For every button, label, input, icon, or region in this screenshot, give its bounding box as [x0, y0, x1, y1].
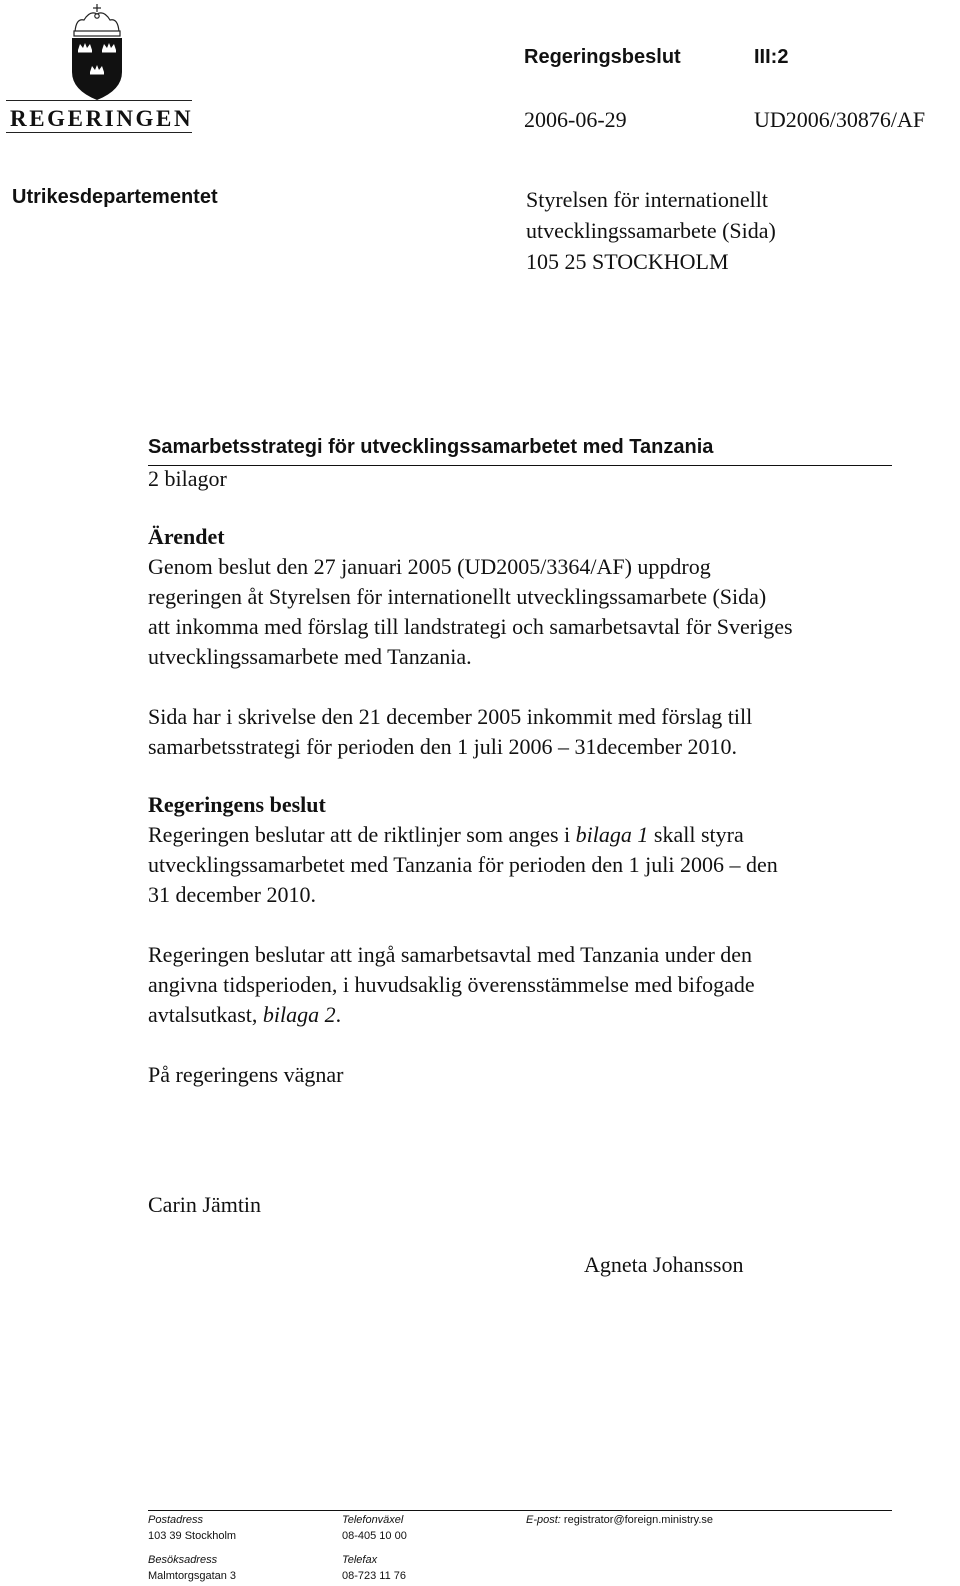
recipient-address — [526, 184, 776, 277]
body-line: Regeringen beslutar att ingå samarbetsavtal med Tanzania under den — [148, 942, 753, 967]
recipient-line-2: utvecklingssamarbete (Sida) — [526, 218, 776, 243]
recipient-line-1: Styrelsen för internationellt — [526, 187, 768, 212]
body-text: avtalsutkast, — [148, 1002, 263, 1027]
section-arendet — [148, 522, 908, 762]
body-text: Regeringen beslutar att de riktlinjer som anges i — [148, 822, 576, 847]
footer-phone-label: Telefonväxel — [342, 1514, 404, 1526]
footer-fax-label: Telefax — [342, 1554, 378, 1566]
document-reference: UD2006/30876/AF — [754, 107, 926, 132]
footer-email-label: E-post: — [526, 1514, 561, 1526]
body-line: angivna tidsperioden, i huvudsaklig överensstämmelse med bifogade — [148, 972, 755, 997]
footer-rule — [148, 1510, 892, 1511]
footer-postal-label: Postadress — [148, 1514, 204, 1526]
section-regeringens-beslut — [148, 790, 908, 1090]
footer-email — [526, 1514, 713, 1526]
attachment-reference: bilaga 2 — [262, 1002, 336, 1027]
closing-line: På regeringens vägnar — [148, 1062, 344, 1087]
document-date: 2006-06-29 — [524, 107, 627, 132]
attachments-count: 2 bilagor — [148, 466, 227, 491]
body-text: skall styra — [648, 822, 744, 847]
body-line: Genom beslut den 27 januari 2005 (UD2005/3364/AF) uppdrog — [148, 554, 711, 579]
footer-visit-label: Besöksadress — [148, 1554, 218, 1566]
body-line — [148, 1000, 908, 1030]
government-logo — [4, 2, 194, 132]
footer-postal-value: 103 39 Stockholm — [148, 1530, 237, 1542]
body-line: att inkomma med förslag till landstrategi och samarbetsavtal för Sveriges — [148, 614, 793, 639]
footer-visit-value: Malmtorgsgatan 3 — [148, 1570, 237, 1582]
document-number: III:2 — [754, 46, 789, 68]
section-heading: Regeringens beslut — [148, 792, 326, 817]
logo-top-rule — [6, 100, 192, 101]
recipient-line-3: 105 25 STOCKHOLM — [526, 249, 729, 274]
document-type: Regeringsbeslut — [524, 46, 681, 68]
footer-phone-value: 08-405 10 00 — [342, 1530, 407, 1542]
body-line: utvecklingssamarbetet med Tanzania för perioden den 1 juli 2006 – den — [148, 852, 778, 877]
body-line: samarbetsstrategi för perioden den 1 juli 2006 – 31december 2010. — [148, 734, 737, 759]
attachment-reference: bilaga 1 — [575, 822, 649, 847]
body-line: regeringen åt Styrelsen för internationellt utvecklingssamarbete (Sida) — [148, 584, 767, 609]
section-heading: Ärendet — [148, 524, 225, 549]
logo-wordmark: REGERINGEN — [10, 106, 194, 131]
body-line: utvecklingssamarbete med Tanzania. — [148, 644, 472, 669]
body-line — [148, 820, 908, 850]
logo-bottom-rule — [6, 132, 192, 133]
footer-fax-value: 08-723 11 76 — [342, 1570, 407, 1582]
department-name: Utrikesdepartementet — [12, 186, 218, 208]
body-line: Sida har i skrivelse den 21 december 2005 inkommit med förslag till — [148, 704, 753, 729]
body-text: . — [335, 1002, 342, 1027]
body-line: 31 december 2010. — [148, 882, 316, 907]
footer-email-link[interactable]: registrator@foreign.ministry.se — [563, 1514, 714, 1526]
signatory-1: Carin Jämtin — [148, 1192, 262, 1217]
subject-heading: Samarbetsstrategi för utvecklingssamarbetet med Tanzania — [148, 436, 714, 458]
signatory-2: Agneta Johansson — [584, 1252, 744, 1277]
subject-rule — [148, 465, 892, 466]
crown-shield-icon — [4, 2, 188, 102]
